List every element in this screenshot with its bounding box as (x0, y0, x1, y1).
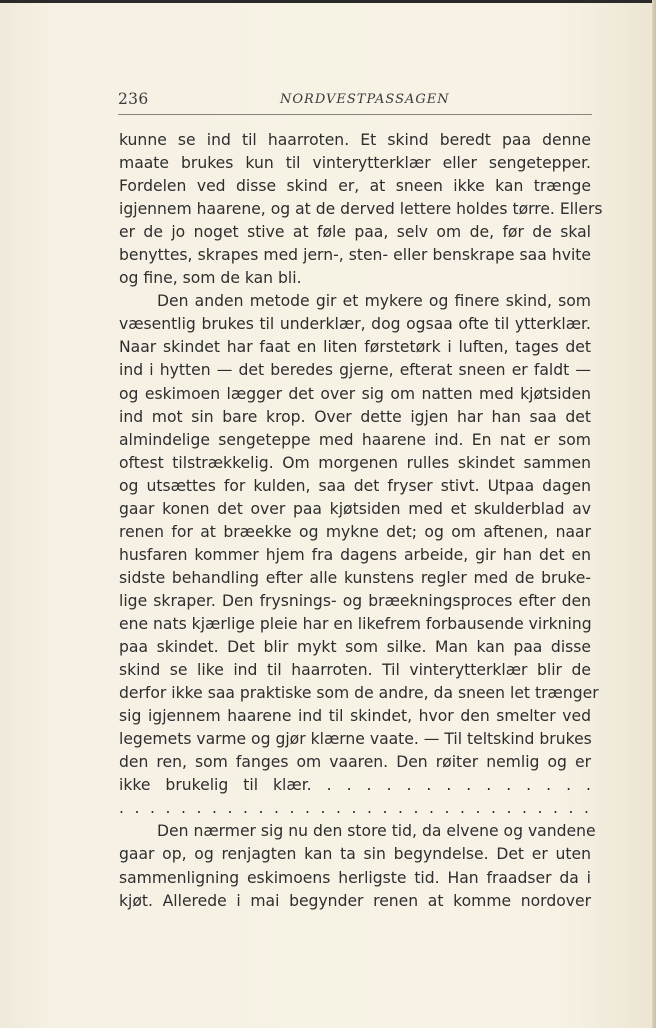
text-line: kunne se ind til haarroten. Et skind beredt paa denne (119, 131, 591, 149)
text-line: Den nærmer sig nu den store tid, da elvene og vandene (157, 822, 596, 841)
text-line: benyttes, skrapes med jern-, sten- eller benskrape saa hvite (119, 246, 591, 265)
text-line: sig igjennem haarene ind til skindet, hvor den smelter ved (119, 707, 591, 726)
page-header (118, 88, 592, 114)
text-line: er de jo noget stive at føle paa, selv om de, før de skal (119, 223, 591, 242)
body-text (119, 129, 603, 913)
text-line: skind se like ind til haarroten. Til vinterytterklær blir de (119, 661, 591, 680)
text-line: ene nats kjærlige pleie har en likefrem forbausende virkning (119, 614, 592, 633)
text-line: væsentlig brukes til underklær, dog ogsaa ofte til ytterklær. (119, 315, 591, 334)
page-right-edge (652, 0, 656, 1028)
text-line: paa skindet. Det blir mykt som silke. Man kan paa disse (119, 638, 591, 657)
text-line: og utsættes for kulden, saa det fryser stivt. Utpaa dagen (119, 476, 591, 495)
text-line: oftest tilstrækkelig. Om morgenen rulles skindet sammen (119, 453, 591, 472)
text-line: derfor ikke saa praktiske som de andre, da sneen let trænger (119, 684, 599, 703)
scan-top-edge (0, 0, 656, 3)
page-number: 236 (118, 90, 149, 108)
text-line: legemets varme og gjør klærne vaate. — Til teltskind brukes (119, 730, 592, 749)
text-line: ind i hytten — det beredes gjerne, efterat sneen er faldt — (119, 361, 591, 380)
section-break-dots: . . . . . . . . . . . . . . . . . . . . . . . . . . . . . . . (119, 799, 591, 818)
text-line: gaar konen det over paa kjøtsiden med et skulderblad av (119, 499, 591, 518)
text-line: renen for at bræekke og mykne det; og om aftenen, naar (119, 522, 591, 541)
text-line: kjøt. Allerede i mai begynder renen at komme nordover (119, 891, 591, 910)
text-line: gaar op, og renjagten kan ta sin begyndelse. Det er uten (119, 845, 591, 864)
text-line: den ren, som fanges om vaaren. Den røiter nemlig og er (119, 753, 591, 772)
text-line: ikke brukelig til klær. . . . . . . . . . . . . . . (119, 776, 591, 795)
text-line: sidste behandling efter alle kunstens regler med de bruke- (119, 568, 591, 587)
header-rule (118, 114, 592, 115)
text-line: lige skraper. Den frysnings- og bræekningsproces efter den (119, 591, 591, 610)
text-line: og eskimoen lægger det over sig om natten med kjøtsiden (119, 384, 591, 403)
text-line: husfaren kommer hjem fra dagens arbeide, gir han det en (119, 545, 591, 564)
text-line: Den anden metode gir et mykere og finere skind, som (157, 292, 591, 311)
text-line: og fine, som de kan bli. (119, 269, 302, 288)
text-line: maate brukes kun til vinterytterklær eller sengetepper. (119, 154, 591, 173)
text-line: Fordelen ved disse skind er, at sneen ikke kan trænge (119, 177, 591, 196)
text-line: igjennem haarene, og at de derved lettere holdes tørre. Ellers (119, 200, 603, 219)
text-line: sammenligning eskimoens herligste tid. Han fraadser da i (119, 868, 591, 887)
text-line: Naar skindet har faat en liten førstetørk i luften, tages det (119, 338, 591, 357)
text-line: ind mot sin bare krop. Over dette igjen har han saa det (119, 407, 591, 426)
running-head: NORDVESTPASSAGEN (280, 92, 450, 107)
text-line: almindelige sengeteppe med haarene ind. En nat er som (119, 430, 591, 449)
